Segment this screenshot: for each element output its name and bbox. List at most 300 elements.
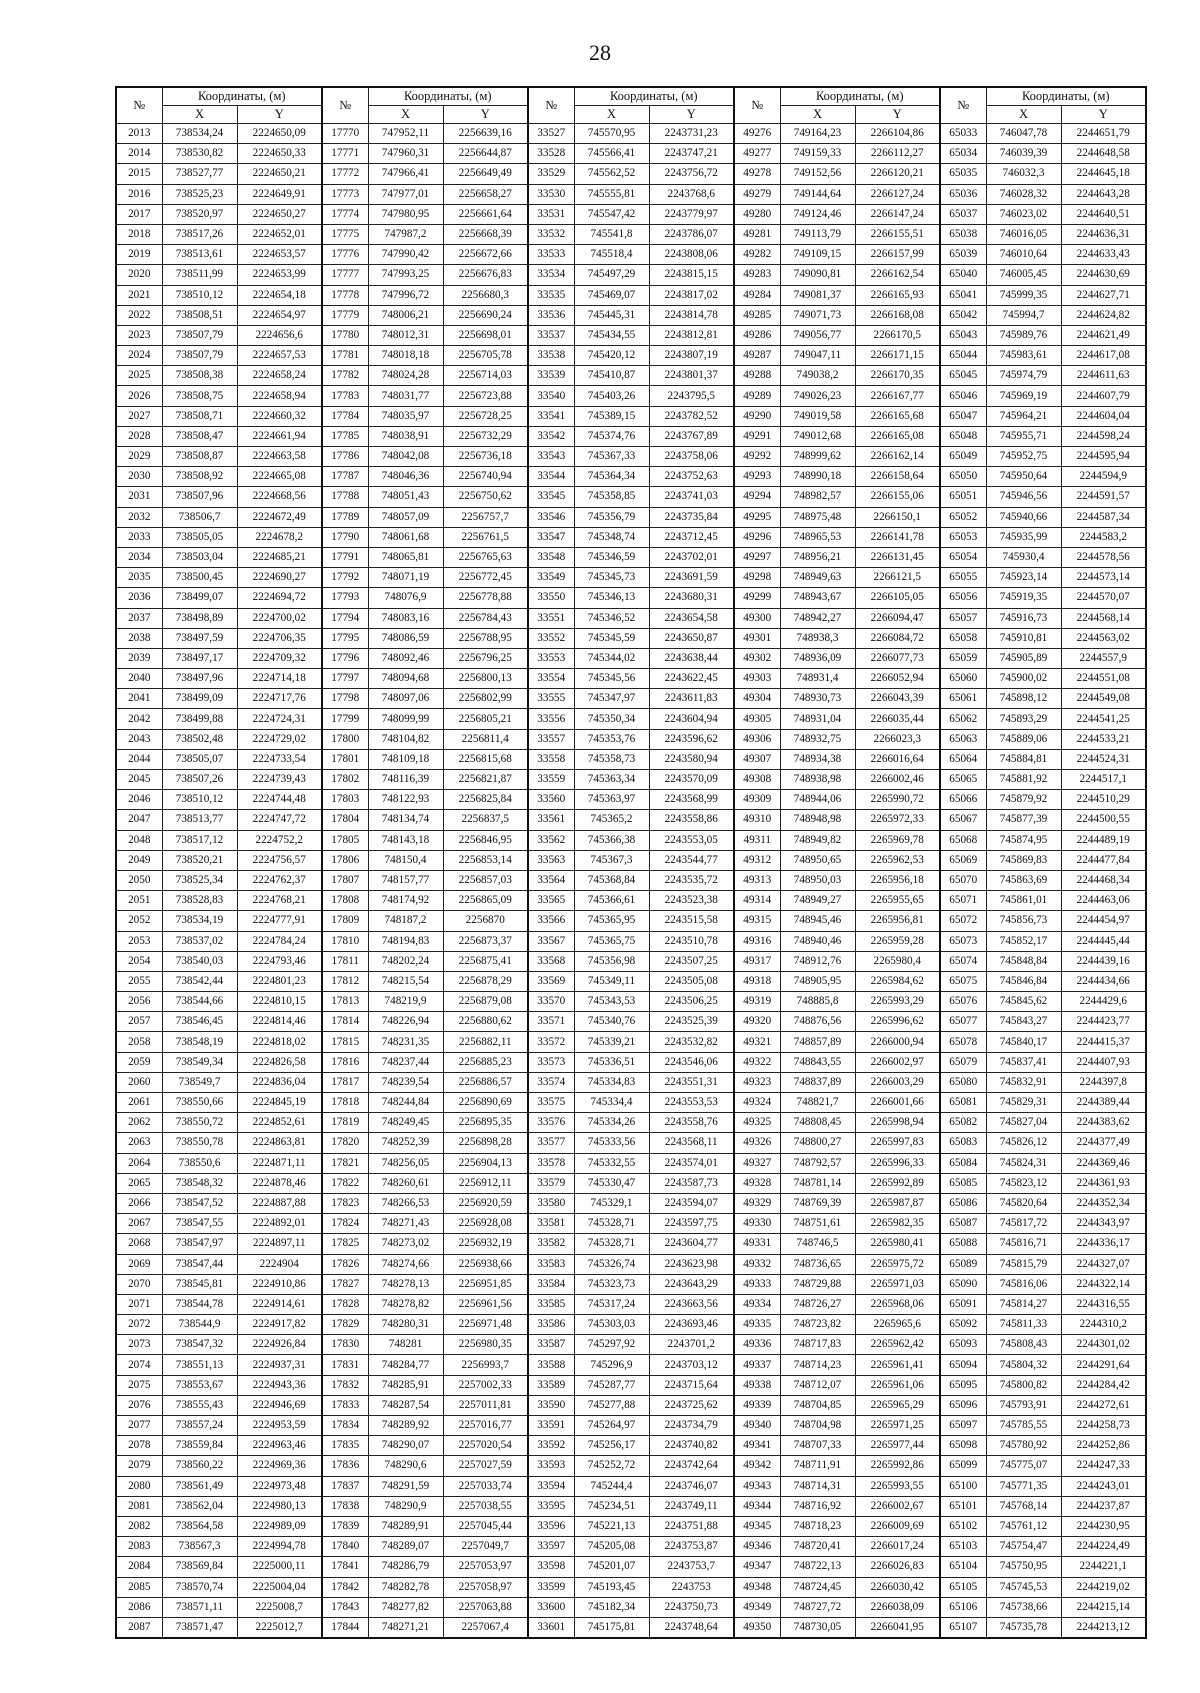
point-number-cell: 33566 — [528, 911, 574, 931]
point-number-cell: 49294 — [734, 487, 780, 507]
y-coordinate-cell: 2256788,95 — [443, 628, 528, 648]
y-coordinate-cell: 2243815,15 — [649, 265, 734, 285]
y-coordinate-cell: 2266094,47 — [855, 608, 940, 628]
point-number-cell: 33534 — [528, 265, 574, 285]
point-number-cell: 65071 — [940, 891, 986, 911]
y-coordinate-cell: 2224926,84 — [237, 1335, 322, 1355]
point-number-cell: 2015 — [116, 164, 162, 184]
point-number-cell: 17801 — [322, 749, 368, 769]
point-number-cell: 65036 — [940, 184, 986, 204]
point-number-cell: 2021 — [116, 285, 162, 305]
x-coordinate-cell: 748280,31 — [368, 1315, 443, 1335]
x-coordinate-cell: 738499,09 — [162, 689, 237, 709]
y-column-header: Y — [649, 106, 734, 124]
y-coordinate-cell: 2224878,46 — [237, 1173, 322, 1193]
y-coordinate-cell: 2256805,21 — [443, 709, 528, 729]
y-coordinate-cell: 2244445,44 — [1061, 931, 1146, 951]
x-coordinate-cell: 738571,11 — [162, 1597, 237, 1617]
x-coordinate-cell: 745303,03 — [574, 1315, 649, 1335]
point-number-cell: 65100 — [940, 1476, 986, 1496]
point-number-cell: 17780 — [322, 325, 368, 345]
y-coordinate-cell: 2224845,19 — [237, 1093, 322, 1113]
y-coordinate-cell: 2244573,14 — [1061, 568, 1146, 588]
x-coordinate-cell: 745848,84 — [986, 951, 1061, 971]
y-coordinate-cell: 2243568,99 — [649, 790, 734, 810]
point-number-cell: 17813 — [322, 992, 368, 1012]
point-number-cell: 2060 — [116, 1072, 162, 1092]
y-coordinate-cell: 2256778,88 — [443, 588, 528, 608]
y-coordinate-cell: 2244636,31 — [1061, 224, 1146, 244]
x-coordinate-cell: 749071,73 — [780, 305, 855, 325]
x-coordinate-cell: 738510,12 — [162, 285, 237, 305]
point-number-cell: 65090 — [940, 1274, 986, 1294]
x-coordinate-cell: 738544,78 — [162, 1294, 237, 1314]
y-coordinate-cell: 2244383,62 — [1061, 1113, 1146, 1133]
y-coordinate-cell: 2224653,57 — [237, 245, 322, 265]
point-number-cell: 17810 — [322, 931, 368, 951]
point-number-cell: 17822 — [322, 1173, 368, 1193]
point-number-cell: 2017 — [116, 204, 162, 224]
y-coordinate-cell: 2243505,08 — [649, 971, 734, 991]
point-number-cell: 49312 — [734, 850, 780, 870]
x-coordinate-cell: 748256,05 — [368, 1153, 443, 1173]
x-coordinate-cell: 738497,59 — [162, 628, 237, 648]
y-coordinate-cell: 2266077,73 — [855, 648, 940, 668]
y-coordinate-cell: 2243786,07 — [649, 224, 734, 244]
y-coordinate-cell: 2265956,81 — [855, 911, 940, 931]
point-number-cell: 2014 — [116, 144, 162, 164]
table-row — [116, 608, 1146, 628]
point-number-cell: 33545 — [528, 487, 574, 507]
point-number-cell: 2082 — [116, 1516, 162, 1536]
no-column-header: № — [940, 87, 986, 124]
point-number-cell: 33584 — [528, 1274, 574, 1294]
x-coordinate-cell: 745814,27 — [986, 1294, 1061, 1314]
table-row — [116, 1617, 1146, 1638]
point-number-cell: 65069 — [940, 850, 986, 870]
x-coordinate-cell: 738550,72 — [162, 1113, 237, 1133]
x-coordinate-cell: 745829,31 — [986, 1093, 1061, 1113]
y-coordinate-cell: 2265968,06 — [855, 1294, 940, 1314]
x-coordinate-cell: 745334,26 — [574, 1113, 649, 1133]
x-coordinate-cell: 745889,06 — [986, 729, 1061, 749]
table-row — [116, 709, 1146, 729]
point-number-cell: 65081 — [940, 1093, 986, 1113]
x-coordinate-cell: 748231,35 — [368, 1032, 443, 1052]
x-coordinate-cell: 738499,88 — [162, 709, 237, 729]
point-number-cell: 2052 — [116, 911, 162, 931]
table-row — [116, 1557, 1146, 1577]
x-coordinate-cell: 738549,34 — [162, 1052, 237, 1072]
y-coordinate-cell: 2256649,49 — [443, 164, 528, 184]
y-coordinate-cell: 2243702,01 — [649, 547, 734, 567]
x-coordinate-cell: 748808,45 — [780, 1113, 855, 1133]
y-coordinate-cell: 2244343,97 — [1061, 1214, 1146, 1234]
point-number-cell: 2049 — [116, 850, 162, 870]
y-coordinate-cell: 2224747,72 — [237, 810, 322, 830]
point-number-cell: 17773 — [322, 184, 368, 204]
point-number-cell: 17786 — [322, 447, 368, 467]
point-number-cell: 49336 — [734, 1335, 780, 1355]
y-coordinate-cell: 2256811,4 — [443, 729, 528, 749]
y-coordinate-cell: 2224980,13 — [237, 1496, 322, 1516]
x-coordinate-cell: 745297,92 — [574, 1335, 649, 1355]
y-coordinate-cell: 2224744,48 — [237, 790, 322, 810]
y-coordinate-cell: 2265961,06 — [855, 1375, 940, 1395]
y-coordinate-cell: 2256928,08 — [443, 1214, 528, 1234]
point-number-cell: 65084 — [940, 1153, 986, 1173]
point-number-cell: 49322 — [734, 1052, 780, 1072]
y-coordinate-cell: 2224649,91 — [237, 184, 322, 204]
y-coordinate-cell: 2243638,44 — [649, 648, 734, 668]
point-number-cell: 33580 — [528, 1193, 574, 1213]
y-coordinate-cell: 2256920,59 — [443, 1193, 528, 1213]
point-number-cell: 65052 — [940, 507, 986, 527]
x-coordinate-cell: 745874,95 — [986, 830, 1061, 850]
x-coordinate-cell: 745877,39 — [986, 810, 1061, 830]
point-number-cell: 33593 — [528, 1456, 574, 1476]
y-coordinate-cell: 2224714,18 — [237, 669, 322, 689]
x-coordinate-cell: 749113,79 — [780, 224, 855, 244]
point-number-cell: 17787 — [322, 467, 368, 487]
x-coordinate-cell: 747987,2 — [368, 224, 443, 244]
y-coordinate-cell: 2266104,86 — [855, 124, 940, 144]
y-coordinate-cell: 2244468,34 — [1061, 870, 1146, 890]
x-coordinate-cell: 738571,47 — [162, 1617, 237, 1638]
y-coordinate-cell: 2224733,54 — [237, 749, 322, 769]
table-row — [116, 830, 1146, 850]
point-number-cell: 49281 — [734, 224, 780, 244]
x-coordinate-cell: 738551,13 — [162, 1355, 237, 1375]
x-coordinate-cell: 747996,72 — [368, 285, 443, 305]
point-number-cell: 33571 — [528, 1012, 574, 1032]
point-number-cell: 17817 — [322, 1072, 368, 1092]
point-number-cell: 65053 — [940, 527, 986, 547]
point-number-cell: 49338 — [734, 1375, 780, 1395]
table-row — [116, 1254, 1146, 1274]
y-coordinate-cell: 2243663,56 — [649, 1294, 734, 1314]
x-coordinate-cell: 745287,77 — [574, 1375, 649, 1395]
point-number-cell: 65097 — [940, 1416, 986, 1436]
x-coordinate-cell: 749144,64 — [780, 184, 855, 204]
x-coordinate-cell: 745345,59 — [574, 628, 649, 648]
point-number-cell: 49325 — [734, 1113, 780, 1133]
y-coordinate-cell: 2244415,37 — [1061, 1032, 1146, 1052]
x-column-header: X — [162, 106, 237, 124]
y-coordinate-cell: 2256951,85 — [443, 1274, 528, 1294]
point-number-cell: 2033 — [116, 527, 162, 547]
table-row — [116, 164, 1146, 184]
y-coordinate-cell: 2243748,64 — [649, 1617, 734, 1638]
point-number-cell: 33565 — [528, 891, 574, 911]
point-number-cell: 49292 — [734, 447, 780, 467]
y-coordinate-cell: 2266052,94 — [855, 669, 940, 689]
y-coordinate-cell: 2243680,31 — [649, 588, 734, 608]
x-coordinate-cell: 738555,43 — [162, 1395, 237, 1415]
y-coordinate-cell: 2244510,29 — [1061, 790, 1146, 810]
y-coordinate-cell: 2244439,16 — [1061, 951, 1146, 971]
point-number-cell: 33557 — [528, 729, 574, 749]
point-number-cell: 33564 — [528, 870, 574, 890]
x-coordinate-cell: 748083,16 — [368, 608, 443, 628]
x-coordinate-cell: 738546,45 — [162, 1012, 237, 1032]
y-coordinate-cell: 2244352,34 — [1061, 1193, 1146, 1213]
x-coordinate-cell: 745349,11 — [574, 971, 649, 991]
x-coordinate-cell: 745348,74 — [574, 527, 649, 547]
point-number-cell: 49309 — [734, 790, 780, 810]
x-coordinate-cell: 748278,82 — [368, 1294, 443, 1314]
point-number-cell: 17797 — [322, 669, 368, 689]
x-coordinate-cell: 748934,38 — [780, 749, 855, 769]
x-coordinate-cell: 748769,39 — [780, 1193, 855, 1213]
table-row — [116, 184, 1146, 204]
point-number-cell: 2079 — [116, 1456, 162, 1476]
y-coordinate-cell: 2244591,57 — [1061, 487, 1146, 507]
y-coordinate-cell: 2243650,87 — [649, 628, 734, 648]
point-number-cell: 49317 — [734, 951, 780, 971]
x-coordinate-cell: 748035,97 — [368, 406, 443, 426]
y-coordinate-cell: 2243510,78 — [649, 931, 734, 951]
x-coordinate-cell: 748024,28 — [368, 366, 443, 386]
y-coordinate-cell: 2224897,11 — [237, 1234, 322, 1254]
x-coordinate-cell: 748714,23 — [780, 1355, 855, 1375]
point-number-cell: 2041 — [116, 689, 162, 709]
y-coordinate-cell: 2256980,35 — [443, 1335, 528, 1355]
table-row — [116, 870, 1146, 890]
point-number-cell: 33551 — [528, 608, 574, 628]
x-coordinate-cell: 738547,55 — [162, 1214, 237, 1234]
y-coordinate-cell: 2266165,68 — [855, 406, 940, 426]
y-coordinate-cell: 2224700,02 — [237, 608, 322, 628]
x-coordinate-cell: 748707,33 — [780, 1436, 855, 1456]
y-coordinate-cell: 2243752,63 — [649, 467, 734, 487]
x-coordinate-cell: 745900,02 — [986, 669, 1061, 689]
x-coordinate-cell: 745363,34 — [574, 770, 649, 790]
y-coordinate-cell: 2224943,36 — [237, 1375, 322, 1395]
x-coordinate-cell: 748905,95 — [780, 971, 855, 991]
point-number-cell: 65042 — [940, 305, 986, 325]
y-column-header: Y — [855, 106, 940, 124]
x-coordinate-cell: 745817,72 — [986, 1214, 1061, 1234]
point-number-cell: 17826 — [322, 1254, 368, 1274]
y-coordinate-cell: 2243523,38 — [649, 891, 734, 911]
point-number-cell: 2043 — [116, 729, 162, 749]
point-number-cell: 49295 — [734, 507, 780, 527]
y-coordinate-cell: 2244621,49 — [1061, 325, 1146, 345]
point-number-cell: 17839 — [322, 1516, 368, 1536]
point-number-cell: 2030 — [116, 467, 162, 487]
x-coordinate-cell: 748122,93 — [368, 790, 443, 810]
y-coordinate-cell: 2224654,18 — [237, 285, 322, 305]
point-number-cell: 65092 — [940, 1315, 986, 1335]
x-coordinate-cell: 745296,9 — [574, 1355, 649, 1375]
y-coordinate-cell: 2265997,83 — [855, 1133, 940, 1153]
x-coordinate-cell: 745823,12 — [986, 1173, 1061, 1193]
y-coordinate-cell: 2256661,64 — [443, 204, 528, 224]
y-coordinate-cell: 2256886,57 — [443, 1072, 528, 1092]
point-number-cell: 49296 — [734, 527, 780, 547]
x-coordinate-cell: 738499,07 — [162, 588, 237, 608]
point-number-cell: 2044 — [116, 749, 162, 769]
x-coordinate-cell: 745469,07 — [574, 285, 649, 305]
point-number-cell: 2057 — [116, 1012, 162, 1032]
point-number-cell: 17774 — [322, 204, 368, 224]
x-coordinate-cell: 748999,62 — [780, 447, 855, 467]
y-coordinate-cell: 2224650,09 — [237, 124, 322, 144]
point-number-cell: 49324 — [734, 1093, 780, 1113]
point-number-cell: 65088 — [940, 1234, 986, 1254]
point-number-cell: 2018 — [116, 224, 162, 244]
y-coordinate-cell: 2224892,01 — [237, 1214, 322, 1234]
x-coordinate-cell: 738506,7 — [162, 507, 237, 527]
x-coordinate-cell: 745368,84 — [574, 870, 649, 890]
x-coordinate-cell: 748271,43 — [368, 1214, 443, 1234]
y-coordinate-cell: 2244568,14 — [1061, 608, 1146, 628]
y-coordinate-cell: 2266170,5 — [855, 325, 940, 345]
y-coordinate-cell: 2256796,25 — [443, 648, 528, 668]
x-coordinate-cell: 745389,15 — [574, 406, 649, 426]
x-coordinate-cell: 738562,04 — [162, 1496, 237, 1516]
x-coordinate-cell: 738561,49 — [162, 1476, 237, 1496]
x-coordinate-cell: 745999,35 — [986, 285, 1061, 305]
x-coordinate-cell: 745754,47 — [986, 1537, 1061, 1557]
y-coordinate-cell: 2265982,35 — [855, 1214, 940, 1234]
x-column-header: X — [368, 106, 443, 124]
y-coordinate-cell: 2266147,24 — [855, 204, 940, 224]
table-row — [116, 386, 1146, 406]
y-coordinate-cell: 2224946,69 — [237, 1395, 322, 1415]
point-number-cell: 2038 — [116, 628, 162, 648]
point-number-cell: 2056 — [116, 992, 162, 1012]
x-coordinate-cell: 745964,21 — [986, 406, 1061, 426]
y-coordinate-cell: 2243812,81 — [649, 325, 734, 345]
y-coordinate-cell: 2243594,07 — [649, 1193, 734, 1213]
y-coordinate-cell: 2224762,37 — [237, 870, 322, 890]
y-coordinate-cell: 2256680,3 — [443, 285, 528, 305]
y-coordinate-cell: 2256879,08 — [443, 992, 528, 1012]
y-coordinate-cell: 2243712,45 — [649, 527, 734, 547]
y-coordinate-cell: 2256815,68 — [443, 749, 528, 769]
y-coordinate-cell: 2243731,23 — [649, 124, 734, 144]
y-coordinate-cell: 2244611,63 — [1061, 366, 1146, 386]
y-column-header: Y — [1061, 106, 1146, 124]
page-number: 28 — [589, 40, 611, 65]
x-coordinate-cell: 747960,31 — [368, 144, 443, 164]
x-coordinate-cell: 745843,27 — [986, 1012, 1061, 1032]
point-number-cell: 17816 — [322, 1052, 368, 1072]
point-number-cell: 49314 — [734, 891, 780, 911]
point-number-cell: 65098 — [940, 1436, 986, 1456]
x-coordinate-cell: 745333,56 — [574, 1133, 649, 1153]
y-coordinate-cell: 2243734,79 — [649, 1416, 734, 1436]
point-number-cell: 2061 — [116, 1093, 162, 1113]
x-coordinate-cell: 738550,66 — [162, 1093, 237, 1113]
y-coordinate-cell: 2224784,24 — [237, 931, 322, 951]
point-number-cell: 49290 — [734, 406, 780, 426]
x-column-header: X — [780, 106, 855, 124]
y-coordinate-cell: 2265955,65 — [855, 891, 940, 911]
table-row — [116, 770, 1146, 790]
y-coordinate-cell: 2224709,32 — [237, 648, 322, 668]
x-coordinate-cell: 747980,95 — [368, 204, 443, 224]
point-number-cell: 2078 — [116, 1436, 162, 1456]
table-row — [116, 1335, 1146, 1355]
point-number-cell: 65044 — [940, 346, 986, 366]
y-coordinate-cell: 2243691,59 — [649, 568, 734, 588]
y-coordinate-cell: 2224973,48 — [237, 1476, 322, 1496]
x-coordinate-cell: 745738,66 — [986, 1597, 1061, 1617]
y-coordinate-cell: 2266170,35 — [855, 366, 940, 386]
table-row — [116, 325, 1146, 345]
y-coordinate-cell: 2256912,11 — [443, 1173, 528, 1193]
y-coordinate-cell: 2224963,46 — [237, 1436, 322, 1456]
y-coordinate-cell: 2266150,1 — [855, 507, 940, 527]
x-coordinate-cell: 745358,85 — [574, 487, 649, 507]
y-coordinate-cell: 2257063,88 — [443, 1597, 528, 1617]
x-coordinate-cell: 748944,06 — [780, 790, 855, 810]
x-coordinate-cell: 738507,26 — [162, 770, 237, 790]
y-coordinate-cell: 2243703,12 — [649, 1355, 734, 1375]
x-coordinate-cell: 745983,61 — [986, 346, 1061, 366]
y-coordinate-cell: 2243604,94 — [649, 709, 734, 729]
y-coordinate-cell: 2244651,79 — [1061, 124, 1146, 144]
point-number-cell: 33542 — [528, 426, 574, 446]
no-column-header: № — [116, 87, 162, 124]
point-number-cell: 2081 — [116, 1496, 162, 1516]
table-row — [116, 1214, 1146, 1234]
point-number-cell: 33586 — [528, 1315, 574, 1335]
x-coordinate-cell: 745863,69 — [986, 870, 1061, 890]
point-number-cell: 17775 — [322, 224, 368, 244]
x-coordinate-cell: 748289,07 — [368, 1537, 443, 1557]
x-coordinate-cell: 738544,66 — [162, 992, 237, 1012]
y-coordinate-cell: 2224657,53 — [237, 346, 322, 366]
y-coordinate-cell: 2265990,72 — [855, 790, 940, 810]
point-number-cell: 49320 — [734, 1012, 780, 1032]
point-number-cell: 33572 — [528, 1032, 574, 1052]
y-coordinate-cell: 2244454,97 — [1061, 911, 1146, 931]
point-number-cell: 33539 — [528, 366, 574, 386]
x-coordinate-cell: 745974,79 — [986, 366, 1061, 386]
y-coordinate-cell: 2266003,29 — [855, 1072, 940, 1092]
y-coordinate-cell: 2266002,67 — [855, 1496, 940, 1516]
x-coordinate-cell: 745193,45 — [574, 1577, 649, 1597]
x-coordinate-cell: 745946,56 — [986, 487, 1061, 507]
y-coordinate-cell: 2243753,87 — [649, 1537, 734, 1557]
y-coordinate-cell: 2224793,46 — [237, 951, 322, 971]
x-coordinate-cell: 745221,13 — [574, 1516, 649, 1536]
y-coordinate-cell: 2256961,56 — [443, 1294, 528, 1314]
x-coordinate-cell: 748018,18 — [368, 346, 443, 366]
point-number-cell: 65101 — [940, 1496, 986, 1516]
x-coordinate-cell: 748116,39 — [368, 770, 443, 790]
point-number-cell: 17777 — [322, 265, 368, 285]
x-coordinate-cell: 748252,39 — [368, 1133, 443, 1153]
table-row — [116, 628, 1146, 648]
x-coordinate-cell: 745244,4 — [574, 1476, 649, 1496]
y-coordinate-cell: 2244595,94 — [1061, 447, 1146, 467]
point-number-cell: 17819 — [322, 1113, 368, 1133]
table-row — [116, 507, 1146, 527]
y-coordinate-cell: 2256853,14 — [443, 850, 528, 870]
point-number-cell: 65095 — [940, 1375, 986, 1395]
point-number-cell: 65049 — [940, 447, 986, 467]
y-coordinate-cell: 2244624,82 — [1061, 305, 1146, 325]
table-row — [116, 1173, 1146, 1193]
point-number-cell: 49283 — [734, 265, 780, 285]
x-coordinate-cell: 745800,82 — [986, 1375, 1061, 1395]
y-coordinate-cell: 2266084,72 — [855, 628, 940, 648]
